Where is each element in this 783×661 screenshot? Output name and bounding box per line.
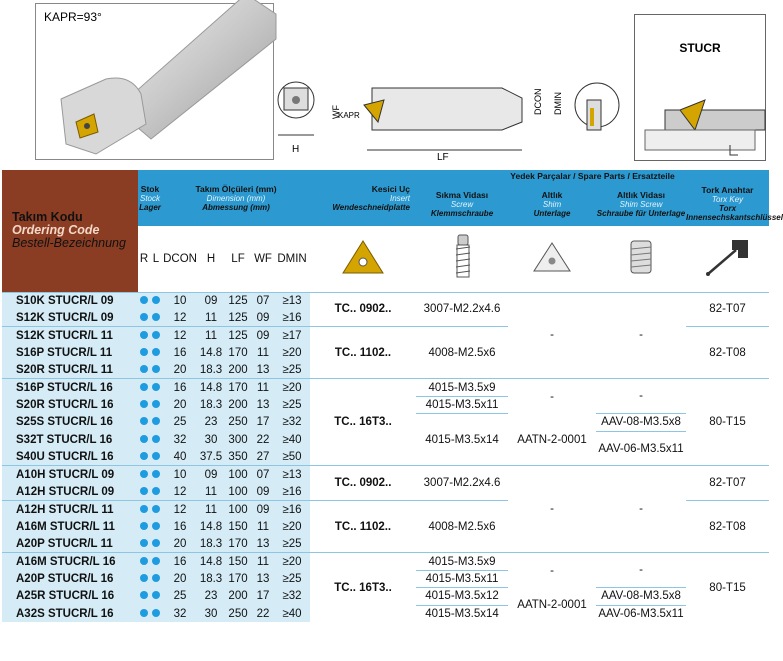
table-row bbox=[2, 292, 769, 309]
screw-value: 4015-M3.5x9 bbox=[416, 553, 508, 570]
in-stock-dot bbox=[152, 313, 160, 321]
lf: 200 bbox=[224, 396, 252, 413]
wf: 09 bbox=[252, 501, 274, 518]
row-code: S40U STUCR/L 16 bbox=[2, 449, 138, 466]
h: 09 bbox=[198, 292, 224, 309]
in-stock-dot bbox=[140, 331, 148, 339]
shim-screw-header bbox=[596, 182, 686, 226]
lf: 150 bbox=[224, 553, 252, 570]
h: 11 bbox=[198, 309, 224, 326]
shim-header bbox=[508, 182, 596, 226]
dmin: ≥32 bbox=[274, 588, 310, 605]
wf: 07 bbox=[252, 292, 274, 309]
insert-value: TC.. 1102.. bbox=[310, 501, 416, 553]
row-code: A10H STUCR/L 09 bbox=[2, 466, 138, 483]
shim-en: Shim bbox=[542, 199, 562, 209]
insert-value: TC.. 0902.. bbox=[310, 466, 416, 501]
lf: 125 bbox=[224, 309, 252, 326]
key-value: 82-T07 bbox=[686, 292, 769, 327]
h: 18.3 bbox=[198, 396, 224, 413]
title-en: Ordering Code bbox=[12, 223, 100, 238]
dcon: 16 bbox=[162, 344, 198, 361]
wf: 07 bbox=[252, 466, 274, 483]
in-stock-dot bbox=[152, 557, 160, 565]
dims-en: Dimension (mm) bbox=[206, 193, 266, 203]
in-stock-dot bbox=[152, 609, 160, 617]
wf: 27 bbox=[252, 449, 274, 466]
h: 14.8 bbox=[198, 553, 224, 570]
stock-r bbox=[138, 483, 150, 500]
wf: 22 bbox=[252, 431, 274, 448]
in-stock-dot bbox=[140, 296, 148, 304]
col-lf: LF bbox=[224, 226, 252, 292]
screw-image-cell bbox=[416, 226, 508, 292]
lf: 100 bbox=[224, 483, 252, 500]
stock-de: Lager bbox=[139, 202, 161, 212]
screw-value: 4015-M3.5x11 bbox=[416, 396, 508, 413]
dcon: 20 bbox=[162, 396, 198, 413]
h: 11 bbox=[198, 327, 224, 344]
wf: 13 bbox=[252, 396, 274, 413]
stock-r bbox=[138, 535, 150, 552]
in-stock-dot bbox=[140, 348, 148, 356]
dcon: 12 bbox=[162, 327, 198, 344]
kapr-label: KAPR=93° bbox=[44, 10, 102, 24]
wf: 11 bbox=[252, 344, 274, 361]
in-stock-dot bbox=[140, 609, 148, 617]
spare-parts-header: Yedek Parçalar / Spare Parts / Ersatzteile bbox=[416, 170, 769, 182]
dmin: ≥13 bbox=[274, 292, 310, 309]
row-code: A20P STUCR/L 16 bbox=[2, 570, 138, 587]
shim-screw-icon bbox=[621, 235, 661, 279]
dcon: 40 bbox=[162, 449, 198, 466]
dmin: ≥25 bbox=[274, 362, 310, 379]
row-code: A16M STUCR/L 16 bbox=[2, 553, 138, 570]
lf: 250 bbox=[224, 414, 252, 431]
screw-header bbox=[416, 182, 508, 226]
lf: 150 bbox=[224, 518, 252, 535]
insert-value: TC.. 0902.. bbox=[310, 292, 416, 327]
shim-screw-image-cell bbox=[596, 226, 686, 292]
stock-r bbox=[138, 431, 150, 448]
dmin: ≥16 bbox=[274, 309, 310, 326]
in-stock-dot bbox=[152, 348, 160, 356]
row-code: S16P STUCR/L 16 bbox=[2, 379, 138, 396]
screw-value: 4008-M2.5x6 bbox=[416, 327, 508, 379]
insert-value: TC.. 1102.. bbox=[310, 327, 416, 379]
stock-r bbox=[138, 605, 150, 622]
in-stock-dot bbox=[140, 365, 148, 373]
row-code: S16P STUCR/L 11 bbox=[2, 344, 138, 361]
row-code: S20R STUCR/L 16 bbox=[2, 396, 138, 413]
dcon: 16 bbox=[162, 553, 198, 570]
screw-value: 3007-M2.2x4.6 bbox=[416, 292, 508, 327]
key-value: 80-T15 bbox=[686, 379, 769, 466]
stock-l bbox=[150, 431, 162, 448]
in-stock-dot bbox=[140, 591, 148, 599]
shim-screw-tr: Altlık Vidası bbox=[617, 189, 666, 200]
stock-r bbox=[138, 362, 150, 379]
h: 11 bbox=[198, 501, 224, 518]
title-tr: Takım Kodu bbox=[12, 210, 83, 225]
shim-screw-value: - bbox=[596, 379, 686, 414]
screw-value: 4008-M2.5x6 bbox=[416, 501, 508, 553]
tool-photo bbox=[35, 3, 274, 160]
kapr-dim-label: KAPR bbox=[338, 111, 360, 120]
lf: 250 bbox=[224, 605, 252, 622]
dmin: ≥20 bbox=[274, 379, 310, 396]
dmin: ≥20 bbox=[274, 553, 310, 570]
h: 23 bbox=[198, 588, 224, 605]
key-value: 82-T08 bbox=[686, 501, 769, 553]
col-h: H bbox=[198, 226, 224, 292]
h: 23 bbox=[198, 414, 224, 431]
h: 14.8 bbox=[198, 518, 224, 535]
shim-screw-value: AAV-08-M3.5x8 bbox=[596, 414, 686, 431]
dcon: 32 bbox=[162, 431, 198, 448]
stock-l bbox=[150, 483, 162, 500]
screw-value: 4015-M3.5x11 bbox=[416, 570, 508, 587]
stock-r bbox=[138, 309, 150, 326]
lf: 200 bbox=[224, 588, 252, 605]
stock-l bbox=[150, 379, 162, 396]
stock-l bbox=[150, 449, 162, 466]
in-stock-dot bbox=[140, 452, 148, 460]
wf: 17 bbox=[252, 414, 274, 431]
key-value: 82-T07 bbox=[686, 466, 769, 501]
stock-l bbox=[150, 466, 162, 483]
row-code: A32S STUCR/L 16 bbox=[2, 605, 138, 622]
row-code: A16M STUCR/L 11 bbox=[2, 518, 138, 535]
lf: 170 bbox=[224, 535, 252, 552]
shim-screw-value: AAV-06-M3.5x11 bbox=[596, 431, 686, 466]
h: 09 bbox=[198, 466, 224, 483]
in-stock-dot bbox=[140, 522, 148, 530]
wf-dim-label: WF bbox=[331, 105, 341, 119]
col-dmin: DMIN bbox=[274, 226, 310, 292]
stock-r bbox=[138, 466, 150, 483]
wf: 22 bbox=[252, 605, 274, 622]
shim-tr: Altlık bbox=[541, 189, 563, 200]
col-r: R bbox=[138, 226, 150, 292]
stock-l bbox=[150, 292, 162, 309]
stock-r bbox=[138, 553, 150, 570]
wf: 13 bbox=[252, 570, 274, 587]
in-stock-dot bbox=[152, 296, 160, 304]
table-row bbox=[2, 553, 769, 570]
screw-de: Klemmschraube bbox=[430, 208, 494, 218]
h: 18.3 bbox=[198, 535, 224, 552]
in-stock-dot bbox=[152, 365, 160, 373]
shim-screw-value: - bbox=[596, 292, 686, 379]
dcon: 12 bbox=[162, 483, 198, 500]
stock-r bbox=[138, 449, 150, 466]
dcon: 25 bbox=[162, 414, 198, 431]
row-code: S12K STUCR/L 09 bbox=[2, 309, 138, 326]
in-stock-dot bbox=[152, 505, 160, 513]
screw-value: 4015-M3.5x12 bbox=[416, 588, 508, 605]
h: 18.3 bbox=[198, 362, 224, 379]
stock-l bbox=[150, 362, 162, 379]
in-stock-dot bbox=[140, 417, 148, 425]
dcon: 12 bbox=[162, 309, 198, 326]
stock-l bbox=[150, 588, 162, 605]
key-en: Torx Key bbox=[711, 195, 744, 204]
dcon: 20 bbox=[162, 570, 198, 587]
boring-bar-image bbox=[36, 4, 273, 159]
key-image-cell bbox=[686, 226, 769, 292]
dmin: ≥40 bbox=[274, 431, 310, 448]
screw-value: 4015-M3.5x14 bbox=[416, 414, 508, 466]
lf: 200 bbox=[224, 362, 252, 379]
wf: 13 bbox=[252, 535, 274, 552]
in-stock-dot bbox=[152, 400, 160, 408]
wf: 09 bbox=[252, 327, 274, 344]
key-value: 82-T08 bbox=[686, 327, 769, 379]
screw-icon bbox=[442, 231, 482, 283]
shim-value: - bbox=[508, 379, 596, 414]
row-code: S32T STUCR/L 16 bbox=[2, 431, 138, 448]
stucr-detail bbox=[634, 14, 766, 161]
row-code: A20P STUCR/L 11 bbox=[2, 535, 138, 552]
dcon: 16 bbox=[162, 379, 198, 396]
h: 11 bbox=[198, 483, 224, 500]
in-stock-dot bbox=[140, 487, 148, 495]
lf: 170 bbox=[224, 379, 252, 396]
insert-tr: Kesici Uç bbox=[371, 183, 411, 194]
dcon: 20 bbox=[162, 535, 198, 552]
row-code: S20R STUCR/L 11 bbox=[2, 362, 138, 379]
stock-l bbox=[150, 327, 162, 344]
insert-de: Wendeschneidplatte bbox=[332, 202, 411, 212]
stock-l bbox=[150, 518, 162, 535]
insert-header bbox=[310, 170, 416, 226]
dmin: ≥32 bbox=[274, 414, 310, 431]
col-wf: WF bbox=[252, 226, 274, 292]
title-de: Bestell-Bezeichnung bbox=[12, 236, 126, 251]
dmin: ≥25 bbox=[274, 535, 310, 552]
in-stock-dot bbox=[140, 383, 148, 391]
screw-value: 4015-M3.5x9 bbox=[416, 379, 508, 396]
h-dim-label: H bbox=[292, 144, 300, 155]
stock-r bbox=[138, 414, 150, 431]
stock-l bbox=[150, 535, 162, 552]
col-l: L bbox=[150, 226, 162, 292]
insert-en: Insert bbox=[390, 193, 411, 203]
screw-en: Screw bbox=[450, 199, 474, 209]
dmin: ≥17 bbox=[274, 327, 310, 344]
screw-value: 4015-M3.5x14 bbox=[416, 605, 508, 622]
row-code: A12H STUCR/L 09 bbox=[2, 483, 138, 500]
h: 18.3 bbox=[198, 570, 224, 587]
stock-r bbox=[138, 327, 150, 344]
stock-l bbox=[150, 501, 162, 518]
lf: 125 bbox=[224, 292, 252, 309]
dmin: ≥13 bbox=[274, 466, 310, 483]
insert-value: TC.. 16T3.. bbox=[310, 379, 416, 466]
dimension-drawing bbox=[272, 60, 622, 163]
key-header bbox=[686, 182, 783, 226]
shim-screw-value: AAV-06-M3.5x11 bbox=[596, 605, 686, 622]
stucr-label: STUCR bbox=[679, 41, 721, 55]
lf: 350 bbox=[224, 449, 252, 466]
in-stock-dot bbox=[140, 313, 148, 321]
stock-l bbox=[150, 605, 162, 622]
in-stock-dot bbox=[152, 574, 160, 582]
screw-tr: Sıkma Vidası bbox=[435, 189, 489, 200]
dmin: ≥25 bbox=[274, 570, 310, 587]
stock-l bbox=[150, 553, 162, 570]
shim-screw-value: - bbox=[596, 466, 686, 553]
stock-l bbox=[150, 309, 162, 326]
wf: 11 bbox=[252, 553, 274, 570]
table-row bbox=[2, 466, 769, 483]
in-stock-dot bbox=[152, 435, 160, 443]
dmin: ≥50 bbox=[274, 449, 310, 466]
in-stock-dot bbox=[152, 417, 160, 425]
wf: 13 bbox=[252, 362, 274, 379]
in-stock-dot bbox=[140, 557, 148, 565]
dmin: ≥20 bbox=[274, 518, 310, 535]
dmin: ≥16 bbox=[274, 501, 310, 518]
shim-screw-value: - bbox=[596, 553, 686, 588]
dcon: 32 bbox=[162, 605, 198, 622]
insert-icon bbox=[340, 237, 386, 277]
in-stock-dot bbox=[152, 331, 160, 339]
insert-image-cell bbox=[310, 226, 416, 292]
shim-value: - bbox=[508, 292, 596, 379]
dmin-dim-label: DMIN bbox=[553, 92, 563, 115]
stock-r bbox=[138, 570, 150, 587]
lf: 170 bbox=[224, 344, 252, 361]
stock-r bbox=[138, 501, 150, 518]
shim-value: - bbox=[508, 553, 596, 588]
screw-value: 3007-M2.2x4.6 bbox=[416, 466, 508, 501]
insert-value: TC.. 16T3.. bbox=[310, 553, 416, 623]
in-stock-dot bbox=[152, 452, 160, 460]
lf: 125 bbox=[224, 327, 252, 344]
shim-icon bbox=[530, 237, 574, 277]
in-stock-dot bbox=[140, 539, 148, 547]
row-code: S10K STUCR/L 09 bbox=[2, 292, 138, 309]
shim-screw-en: Shim Screw bbox=[619, 199, 663, 209]
shim-de: Unterlage bbox=[533, 208, 571, 218]
h: 30 bbox=[198, 605, 224, 622]
lf: 100 bbox=[224, 466, 252, 483]
dcon: 12 bbox=[162, 501, 198, 518]
lf-dim-label: LF bbox=[437, 152, 449, 163]
stock-header bbox=[138, 170, 162, 226]
in-stock-dot bbox=[152, 470, 160, 478]
stock-tr: Stok bbox=[140, 183, 160, 194]
shim-screw-value: AAV-08-M3.5x8 bbox=[596, 588, 686, 605]
row-code: S12K STUCR/L 11 bbox=[2, 327, 138, 344]
stock-l bbox=[150, 344, 162, 361]
stock-r bbox=[138, 292, 150, 309]
col-dcon: DCON bbox=[162, 226, 198, 292]
dmin: ≥16 bbox=[274, 483, 310, 500]
shim-value: - bbox=[508, 466, 596, 553]
h: 30 bbox=[198, 431, 224, 448]
h: 37.5 bbox=[198, 449, 224, 466]
in-stock-dot bbox=[140, 505, 148, 513]
stock-l bbox=[150, 396, 162, 413]
dcon: 10 bbox=[162, 466, 198, 483]
in-stock-dot bbox=[152, 383, 160, 391]
key-value: 80-T15 bbox=[686, 553, 769, 623]
header-row-top bbox=[2, 170, 769, 182]
wf: 11 bbox=[252, 379, 274, 396]
table-row bbox=[2, 379, 769, 396]
h: 14.8 bbox=[198, 379, 224, 396]
dims-de: Abmessung (mm) bbox=[202, 202, 270, 212]
dims-tr: Takım Ölçüleri (mm) bbox=[195, 183, 277, 194]
dmin: ≥20 bbox=[274, 344, 310, 361]
dcon: 10 bbox=[162, 292, 198, 309]
lf: 170 bbox=[224, 570, 252, 587]
h: 14.8 bbox=[198, 344, 224, 361]
stock-l bbox=[150, 414, 162, 431]
row-code: A12H STUCR/L 11 bbox=[2, 501, 138, 518]
in-stock-dot bbox=[140, 574, 148, 582]
stock-l bbox=[150, 570, 162, 587]
dcon: 20 bbox=[162, 362, 198, 379]
dmin: ≥40 bbox=[274, 605, 310, 622]
in-stock-dot bbox=[140, 400, 148, 408]
shim-screw-de: Schraube für Unterlage bbox=[596, 208, 686, 218]
wf: 17 bbox=[252, 588, 274, 605]
row-code: A25R STUCR/L 16 bbox=[2, 588, 138, 605]
torx-key-icon bbox=[698, 232, 758, 282]
stock-r bbox=[138, 344, 150, 361]
in-stock-dot bbox=[152, 591, 160, 599]
in-stock-dot bbox=[152, 522, 160, 530]
stock-r bbox=[138, 588, 150, 605]
product-table bbox=[2, 170, 783, 622]
wf: 09 bbox=[252, 309, 274, 326]
stock-r bbox=[138, 518, 150, 535]
wf: 11 bbox=[252, 518, 274, 535]
ordering-code-header bbox=[2, 170, 138, 292]
dcon-dim-label: DCON bbox=[533, 88, 543, 115]
in-stock-dot bbox=[140, 470, 148, 478]
row-code: S25S STUCR/L 16 bbox=[2, 414, 138, 431]
key-de: Torx Innensechskantschlüssel bbox=[686, 204, 783, 222]
key-tr: Tork Anahtar bbox=[701, 185, 754, 195]
in-stock-dot bbox=[152, 487, 160, 495]
lf: 300 bbox=[224, 431, 252, 448]
in-stock-dot bbox=[152, 539, 160, 547]
stock-r bbox=[138, 379, 150, 396]
dimensions-header bbox=[162, 170, 310, 226]
wf: 09 bbox=[252, 483, 274, 500]
lf: 100 bbox=[224, 501, 252, 518]
shim-image-cell bbox=[508, 226, 596, 292]
shim-value: AATN-2-0001 bbox=[508, 414, 596, 466]
dcon: 16 bbox=[162, 518, 198, 535]
stock-en: Stock bbox=[140, 193, 161, 203]
dcon: 25 bbox=[162, 588, 198, 605]
shim-value: AATN-2-0001 bbox=[508, 588, 596, 623]
in-stock-dot bbox=[140, 435, 148, 443]
dmin: ≥25 bbox=[274, 396, 310, 413]
stock-r bbox=[138, 396, 150, 413]
stucr-insert-drawing bbox=[635, 70, 765, 160]
